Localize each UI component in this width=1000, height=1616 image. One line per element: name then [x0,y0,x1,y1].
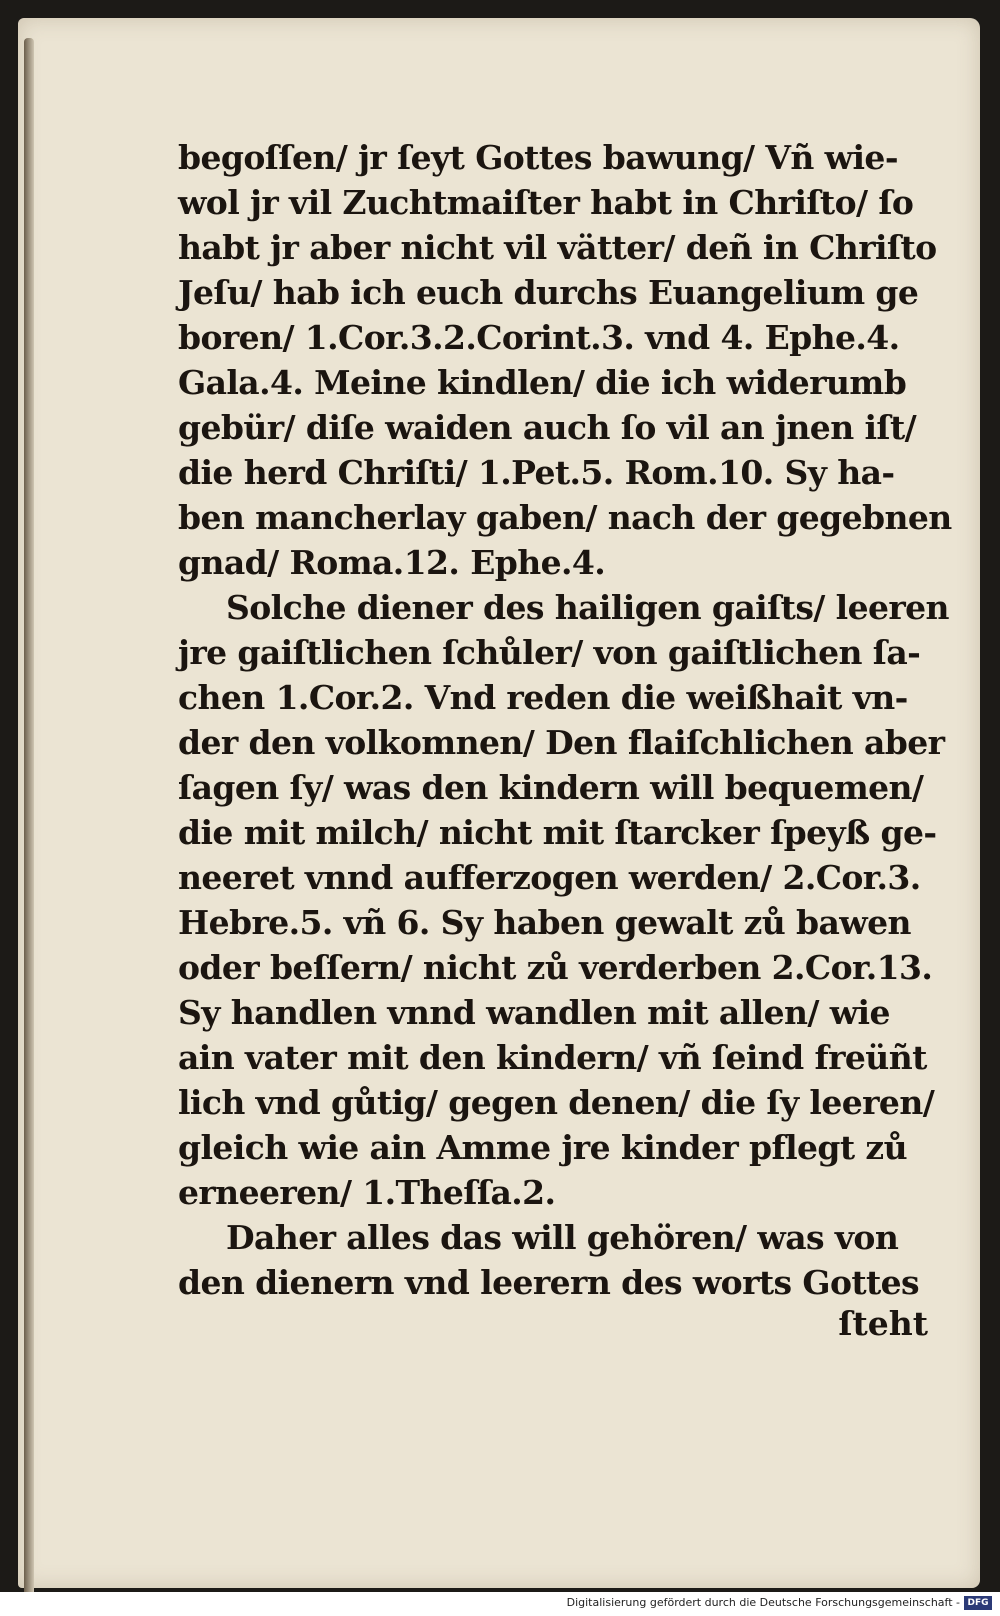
text-line: gleich wie ain Amme jre kinder pflegt zů [178,1128,907,1167]
text-line: erneeren/ 1.Theſſa.2. [178,1173,556,1212]
page-edge [24,38,34,1598]
text-line: Gala.4. Meine kindlen/ die ich widerumb [178,363,907,402]
text-line: den dienern vnd leerern des worts Gottes [178,1263,920,1302]
text-line: Hebre.5. vñ 6. Sy haben gewalt zů bawen [178,903,911,942]
text-line: lich vnd gůtig/ gegen denen/ die ſy leeren/ [178,1083,935,1122]
dfg-logo: DFG [964,1596,992,1610]
text-line: die mit milch/ nicht mit ſtarcker ſpeyß ge- [178,813,937,852]
text-line: begoſſen/ jr ſeyt Gottes bawung/ Vñ wie- [178,138,898,177]
book-page [18,18,980,1588]
text-line: Daher alles das will gehören/ was von [226,1218,899,1257]
page-text-block [178,135,978,1305]
text-line: ſagen ſy/ was den kindern will bequemen/ [178,768,924,807]
text-line: ain vater mit den kindern/ vñ ſeind freüñt [178,1038,927,1077]
text-line: Solche diener des hailigen gaiſts/ leeren [226,588,949,627]
footer-credit: Digitalisierung gefördert durch die Deutsche Forschungsgemeinschaft - [566,1596,960,1609]
text-line: Sy handlen vnnd wandlen mit allen/ wie [178,993,890,1032]
text-line: oder beſſern/ nicht zů verderben 2.Cor.13. [178,948,933,987]
text-line: gebür/ diſe waiden auch ſo vil an jnen iſt/ [178,408,917,447]
text-line: chen 1.Cor.2. Vnd reden die weißhait vn- [178,678,908,717]
text-line: habt jr aber nicht vil vätter/ deñ in Chriſto [178,228,937,267]
text-line: jre gaiſtlichen ſchůler/ von gaiſtlichen ſa- [178,633,921,672]
catchword: ſteht [838,1304,928,1343]
text-line: ben mancherlay gaben/ nach der gegebnen [178,498,952,537]
text-line: neeret vnnd aufferzogen werden/ 2.Cor.3. [178,858,921,897]
footer-bar [0,1592,1000,1616]
text-line: wol jr vil Zuchtmaiſter habt in Chriſto/ ſo [178,183,914,222]
text-line: boren/ 1.Cor.3.2.Corint.3. vnd 4. Ephe.4. [178,318,900,357]
text-line: Jeſu/ hab ich euch durchs Euangelium ge [178,273,919,312]
text-line: gnad/ Roma.12. Ephe.4. [178,543,606,582]
text-line: der den volkomnen/ Den flaiſchlichen aber [178,723,945,762]
text-line: die herd Chriſti/ 1.Pet.5. Rom.10. Sy ha- [178,453,895,492]
